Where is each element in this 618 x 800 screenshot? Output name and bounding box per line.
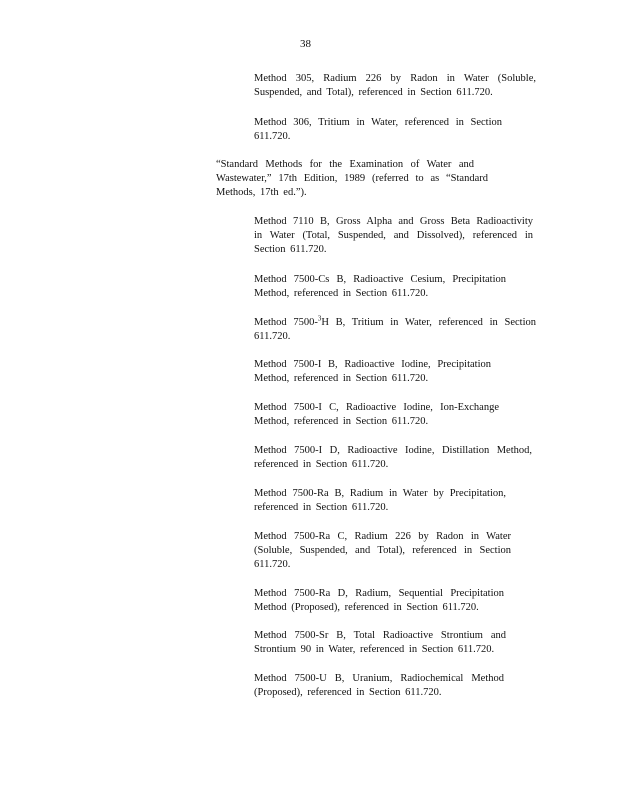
method-7500-3h-b-entry [254, 316, 536, 344]
entry-line: Method (Proposed), referenced in Section 611.720. [254, 602, 479, 613]
page-number: 38 [300, 38, 311, 50]
entry-line: Method 7500-I B, Radioactive Iodine, Precipitation [254, 359, 491, 370]
method-7500-ra-d-entry [254, 587, 504, 615]
entry-line: Method, referenced in Section 611.720. [254, 373, 429, 384]
standard-methods-citation [216, 158, 488, 200]
entry-line: Method 7500-Ra C, Radium 226 by Radon in Water [254, 531, 511, 542]
entry-line: referenced in Section 611.720. [254, 459, 389, 470]
entry-line: 611.720. [254, 131, 291, 142]
entry-line: 611.720. [254, 559, 291, 570]
method-7500-ra-b-entry [254, 487, 506, 515]
entry-line: referenced in Section 611.720. [254, 502, 389, 513]
entry-text: H B, Tritium in Water, referenced in Section [321, 317, 536, 328]
entry-line: Method 7500-Ra B, Radium in Water by Precipitation, [254, 488, 506, 499]
method-7500-i-b-entry [254, 358, 491, 386]
entry-line: Method 7500-Ra D, Radium, Sequential Precipitation [254, 588, 504, 599]
entry-line: (Proposed), referenced in Section 611.720. [254, 687, 442, 698]
entry-line: in Water (Total, Suspended, and Dissolved), referenced in [254, 230, 533, 241]
entry-line: Method 305, Radium 226 by Radon in Water (Soluble, [254, 73, 536, 84]
entry-line: Method, referenced in Section 611.720. [254, 416, 429, 427]
entry-line: Method 7500-I C, Radioactive Iodine, Ion-Exchange [254, 402, 499, 413]
entry-line: Method 7500-I D, Radioactive Iodine, Distillation Method, [254, 445, 532, 456]
entry-line: Suspended, and Total), referenced in Section 611.720. [254, 87, 493, 98]
entry-text: Method 7500- [254, 317, 318, 328]
citation-line: Wastewater,” 17th Edition, 1989 (referred to as “Standard [216, 173, 488, 184]
method-305-entry [254, 72, 536, 100]
superscript-3: 3 [317, 314, 322, 323]
method-7110b-entry [254, 215, 533, 257]
citation-line: Methods, 17th ed.”). [216, 187, 307, 198]
entry-line: Method 7500-Cs B, Radioactive Cesium, Precipitation [254, 274, 506, 285]
entry-line: Section 611.720. [254, 244, 327, 255]
entry-line: 611.720. [254, 331, 291, 342]
method-306-entry [254, 116, 502, 144]
method-7500-sr-b-entry [254, 629, 506, 657]
method-7500-u-b-entry [254, 672, 504, 700]
entry-line: Method 7500-Sr B, Total Radioactive Strontium and [254, 630, 506, 641]
citation-line: “Standard Methods for the Examination of Water and [216, 159, 474, 170]
method-7500-ra-c-entry [254, 530, 511, 572]
entry-line [254, 316, 536, 330]
method-7500-i-c-entry [254, 401, 499, 429]
entry-line: Strontium 90 in Water, referenced in Section 611.720. [254, 644, 495, 655]
entry-line: Method 7110 B, Gross Alpha and Gross Beta Radioactivity [254, 216, 533, 227]
entry-line: Method 306, Tritium in Water, referenced in Section [254, 117, 502, 128]
method-7500-i-d-entry [254, 444, 532, 472]
entry-line: Method 7500-U B, Uranium, Radiochemical Method [254, 673, 504, 684]
entry-line: Method, referenced in Section 611.720. [254, 288, 429, 299]
entry-line: (Soluble, Suspended, and Total), referenced in Section [254, 545, 511, 556]
method-7500-cs-b-entry [254, 273, 506, 301]
